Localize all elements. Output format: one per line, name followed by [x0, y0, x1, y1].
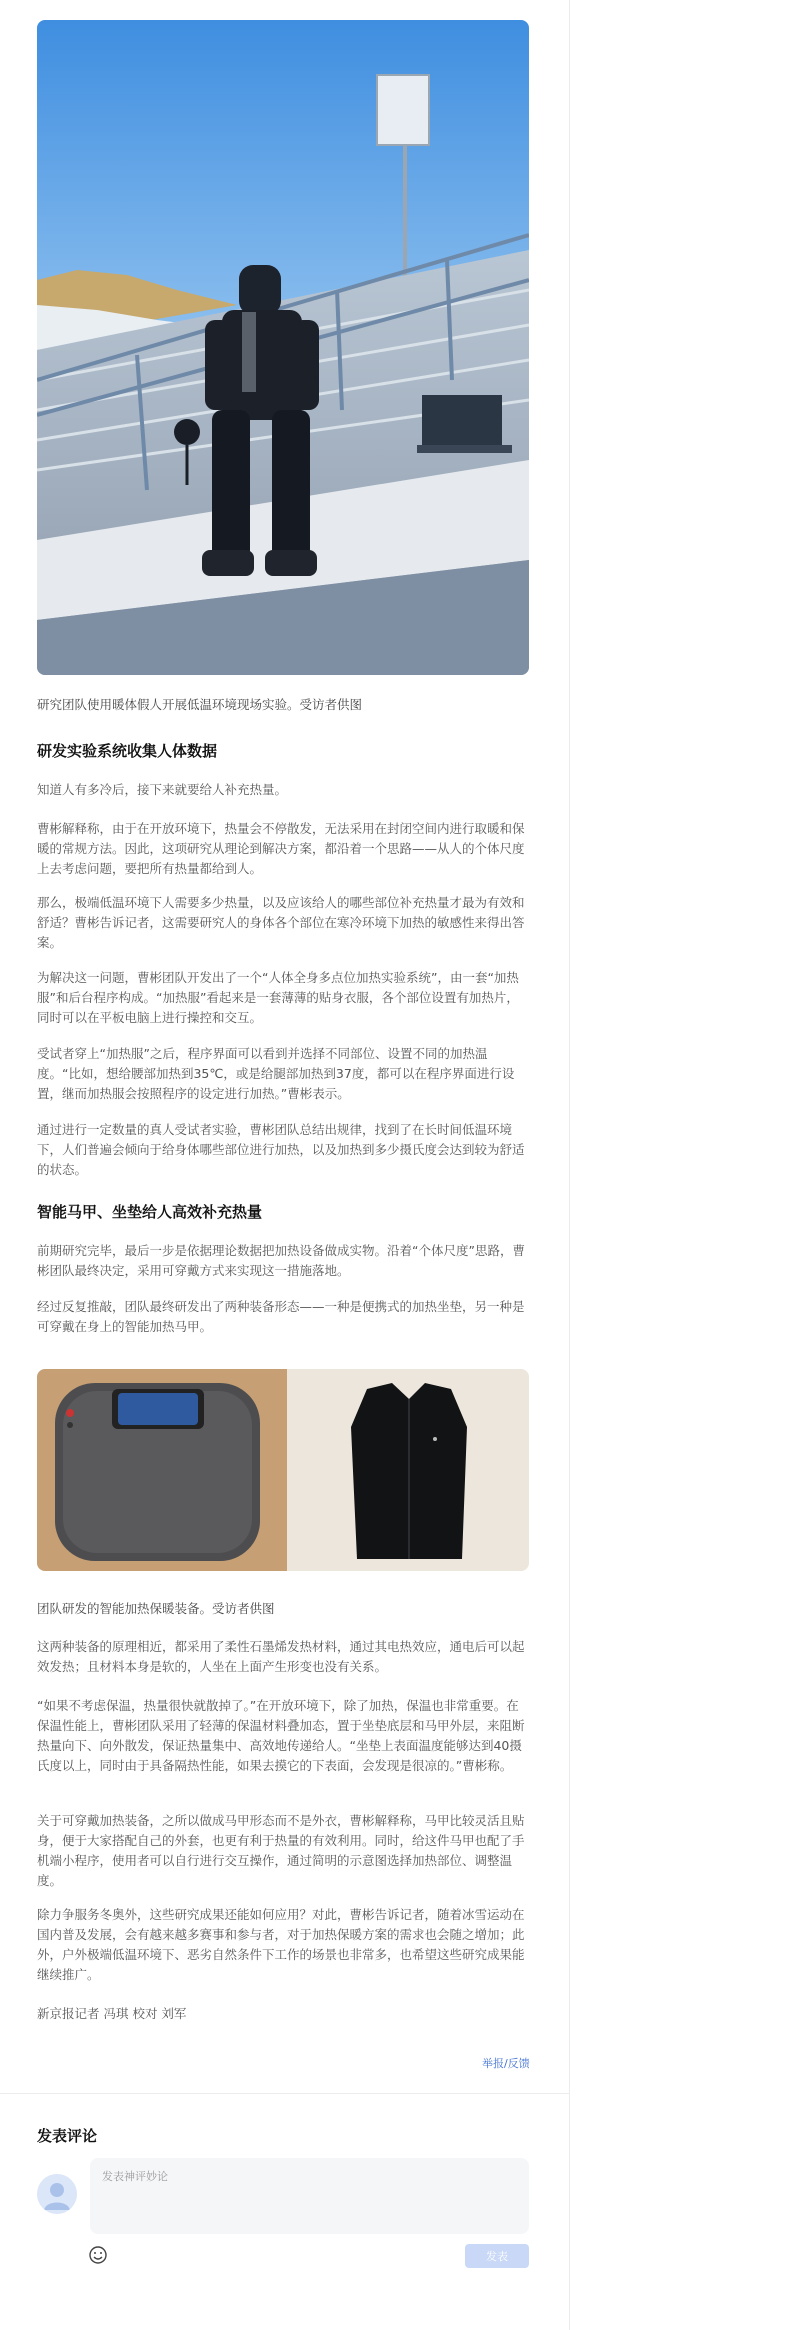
paragraph: 这两种装备的原理相近，都采用了柔性石墨烯发热材料，通过其电热效应，通电后可以起效发热；且材料本身是软的，人坐在上面产生形变也没有关系。: [37, 1639, 525, 1674]
comment-section-title: 发表评论: [37, 2127, 98, 2145]
byline: 新京报记者 冯琪 校对 刘军: [37, 2006, 187, 2021]
image-caption-manikin: 研究团队使用暖体假人开展低温环境现场实验。受访者供图: [37, 697, 363, 712]
avatar: [37, 2174, 77, 2214]
equipment-photo: [37, 1369, 529, 1571]
image-caption-equipment: 团队研发的智能加热保暖装备。受访者供图: [37, 1601, 275, 1616]
section-heading-vest: 智能马甲、坐垫给人高效补充热量: [37, 1203, 263, 1221]
paragraph: 除力争服务冬奥外，这些研究成果还能如何应用？对此，曹彬告诉记者，随着冰雪运动在国内普及发展，会有越来越多赛事和参与者，对于加热保暖方案的需求也会随之增加；此外，户外极端低温环境下、恶劣自然条件下工作的场景也非常多，也希望这些研究成果能继续推广。: [37, 1907, 525, 1982]
paragraph: 那么，极端低温环境下人需要多少热量，以及应该给人的哪些部位补充热量才最为有效和舒适？曹彬告诉记者，这需要研究人的身体各个部位在寒冷环境下加热的敏感性来得出答案。: [37, 895, 525, 950]
stadium-photo: [37, 20, 529, 675]
article-image-manikin: [37, 20, 529, 675]
comment-input[interactable]: [90, 2158, 529, 2234]
paragraph: 前期研究完毕，最后一步是依据理论数据把加热设备做成实物。沿着“个体尺度”思路，曹彬团队最终决定，采用可穿戴方式来实现这一措施落地。: [37, 1243, 525, 1278]
section-heading-experiment: 研发实验系统收集人体数据: [37, 742, 218, 760]
article-image-equipment: [37, 1369, 529, 1571]
divider: [0, 2093, 570, 2094]
report-feedback-link[interactable]: 举报/反馈: [482, 2057, 530, 2070]
paragraph: “如果不考虑保温，热量很快就散掉了。”在开放环境下，除了加热，保温也非常重要。在保温性能上，曹彬团队采用了轻薄的保温材料叠加态，置于坐垫底层和马甲外层，来阻断热量向下、向外散发，保证热量集中、高效地传递给人。“坐垫上表面温度能够达到40摄氏度以上，同时由于具备隔热性能，如果去摸它的下表面，会发现是很凉的。”曹彬称。: [37, 1698, 525, 1773]
paragraph: 受试者穿上“加热服”之后，程序界面可以看到并选择不同部位、设置不同的加热温度。“比如，想给腰部加热到35℃，或是给腿部加热到37度，都可以在程序界面进行设置，继而加热服会按照程序的设定进行加热。”曹彬表示。: [37, 1046, 515, 1101]
paragraph: 经过反复推敲，团队最终研发出了两种装备形态——一种是便携式的加热坐垫，另一种是可穿戴在身上的智能加热马甲。: [37, 1299, 525, 1334]
emoji-button[interactable]: [88, 2245, 108, 2265]
send-comment-button[interactable]: 发表: [465, 2244, 529, 2268]
emoji-icon: [88, 2245, 108, 2265]
paragraph: 通过进行一定数量的真人受试者实验，曹彬团队总结出规律，找到了在长时间低温环境下，人们普遍会倾向于给身体哪些部位进行加热，以及加热到多少摄氏度会达到较为舒适的状态。: [37, 1122, 525, 1177]
paragraph: 知道人有多冷后，接下来就要给人补充热量。: [37, 782, 288, 797]
paragraph: 关于可穿戴加热装备，之所以做成马甲形态而不是外衣，曹彬解释称，马甲比较灵活且贴身，便于大家搭配自己的外套，也更有利于热量的有效利用。同时，给这件马甲也配了手机端小程序，使用者可以自行进行交互操作，通过简明的示意图选择加热部位、调整温度。: [37, 1813, 525, 1888]
paragraph: 为解决这一问题，曹彬团队开发出了一个“人体全身多点位加热实验系统”，由一套“加热服”和后台程序构成。“加热服”看起来是一套薄薄的贴身衣服，各个部位设置有加热片，同时可以在平板电脑上进行操控和交互。: [37, 970, 519, 1025]
user-avatar-icon: [37, 2174, 77, 2214]
paragraph: 曹彬解释称，由于在开放环境下，热量会不停散发，无法采用在封闭空间内进行取暖和保暖的常规方法。因此，这项研究从理论到解决方案，都沿着一个思路——从人的个体尺度上去考虑问题，要把所有热量都给到人。: [37, 821, 525, 876]
